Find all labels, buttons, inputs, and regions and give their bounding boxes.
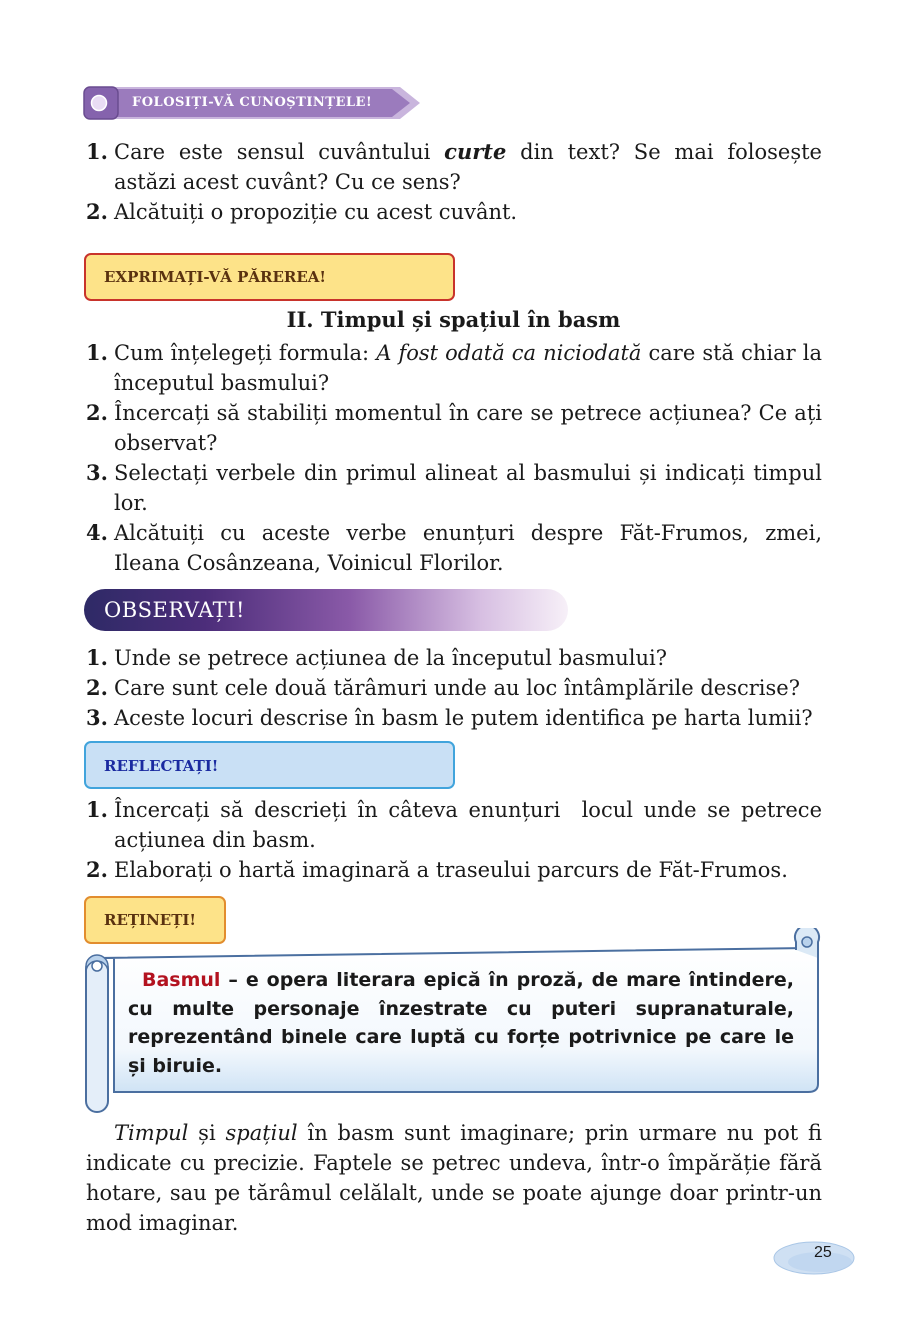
list-item: 1. Care este sensul cuvântului curte din text? Se mai folosește astăzi acest cuvânt? Cu ce sens? [86,139,822,194]
box-label: REFLECTAȚI! [104,757,219,775]
observe-banner [84,589,568,631]
list-item: 3. Aceste locuri descrise în basm le putem identifica pe harta lumii? [86,705,813,730]
list-item: 1. Cum înțelegeți formula: A fost odată ca niciodată care stă chiar la începutul basmului? [86,340,822,395]
banner-label: FOLOSIȚI-VĂ CUNOȘTINȚELE! [132,95,373,110]
observe-list [86,643,822,733]
definition-term: Basmul [142,969,221,991]
box-label: REȚINEȚI! [104,911,196,929]
list-item: 1. Încercați să descrieți în câteva enunțuri locul unde se petrece acțiunea din basm. [86,797,829,852]
definition-text: Basmul – e opera literara epică în proză, de mare întindere, cu multe personaje înzestrate cu puteri supranaturale, reprezentând binele care luptă cu forțe potrivnice pe care le și biruie. [128,969,794,1077]
reflect-box [84,741,455,789]
chapter-question-list [86,338,822,578]
page-number-badge [772,1236,856,1280]
body-paragraph: Timpul și spațiul în basm sunt imaginare; prin urmare nu pot fi indicate cu precizie. Faptele se petrec undeva, într-o împărăție fără hotare, sau pe tărâmul celălalt, unde se poate ajunge doar printr-un mod imaginar. [86,1121,822,1235]
banner-label: OBSERVAȚI! [104,598,245,622]
list-item: 4. Alcătuiți cu aceste verbe enunțuri despre Făt-Frumos, zmei, Ileana Cosânzeana, Voinicul Florilor. [86,520,822,575]
page-number: 25 [814,1244,832,1261]
use-knowledge-banner [82,85,422,121]
use-knowledge-list [86,137,822,227]
bullet-circle-icon [92,96,107,111]
section-heading: II. Timpul și spațiul în basm [286,307,621,332]
list-item: 2. Alcătuiți o propoziție cu acest cuvânt. [86,199,518,224]
list-item: 3. Selectați verbele din primul alineat al basmului și indicați timpul lor. [86,460,822,515]
box-label: EXPRIMAȚI-VĂ PĂREREA! [104,268,327,286]
list-item: 2. Încercați să stabiliți momentul în care se petrece acțiunea? Ce ați observat? [86,400,822,455]
reflect-list [86,795,829,885]
list-item: 2. Care sunt cele două tărâmuri unde au loc întâmplările descrise? [86,675,800,700]
express-opinion-box [84,253,455,301]
list-item: 2. Elaborați o hartă imaginară a traseului parcurs de Făt-Frumos. [86,857,788,882]
list-item: 1. Unde se petrece acțiunea de la începutul basmului? [86,645,668,670]
